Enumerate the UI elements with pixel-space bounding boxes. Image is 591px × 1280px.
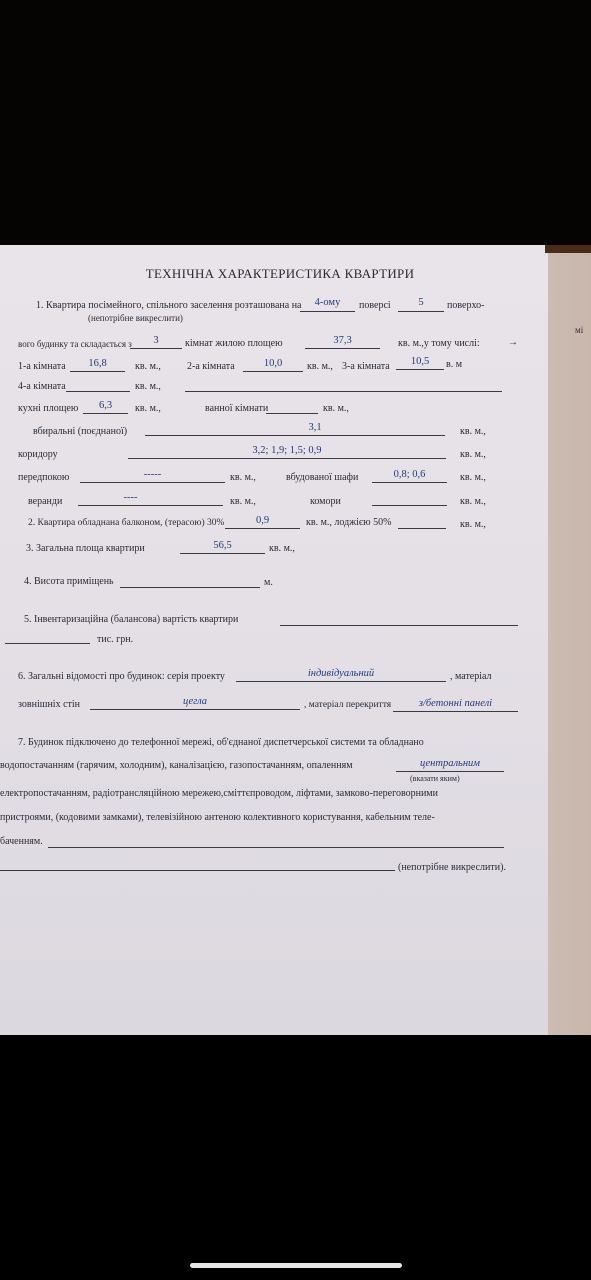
table-edge [545, 245, 591, 253]
s7-line-3: електропостачанням, радіотрансляційною мережею,сміттєпроводом, ліфтами, замково-переговорними [0, 788, 438, 799]
s2-text-b: кв. м., лоджією 50% [306, 517, 392, 528]
kitchen-value: 6,3 [98, 400, 113, 411]
veranda-line [78, 505, 223, 506]
s7-line-5-blank [48, 847, 504, 848]
s2-unit: кв. м., [460, 519, 486, 530]
s2-loggia-line [398, 528, 446, 529]
s7-heating-value: центральним [420, 758, 480, 769]
arrow-mark: → [508, 337, 518, 348]
photo-background-bottom [0, 1035, 591, 1280]
closet-unit: кв. м., [460, 472, 486, 483]
toilet-unit: кв. м., [460, 426, 486, 437]
room3-label: 3-а кімната [342, 361, 390, 372]
storage-line [372, 505, 447, 506]
s4-label: 4. Висота приміщень [24, 576, 114, 587]
s6-text-a: 6. Загальні відомості про будинок: серія проекту [18, 671, 225, 682]
s6-floors-value: з/бетонні панелі [418, 698, 493, 709]
s1-note: (непотрібне викреслити) [88, 313, 183, 323]
s1-text-a: 1. Квартира посімейного, спільного заселення розташована на [36, 300, 302, 311]
room3-value: 10,5 [410, 356, 430, 367]
closet-line [372, 482, 447, 483]
s3-value: 56,5 [213, 540, 232, 551]
s1-text-b: поверсі [359, 300, 391, 311]
room1-line [70, 371, 125, 372]
room2-line [243, 371, 303, 372]
adjacent-page [548, 250, 591, 1035]
room2-value: 10,0 [263, 358, 283, 369]
toilet-value: 3,1 [308, 422, 322, 433]
s6-walls-value: цегла [182, 696, 208, 707]
veranda-label: веранди [28, 496, 63, 507]
s1-living-value: 37,3 [333, 335, 352, 346]
document-title: ТЕХНІЧНА ХАРАКТЕРИСТИКА КВАРТИРИ [145, 266, 415, 281]
kitchen-unit: кв. м., [135, 403, 161, 414]
s7-line-2: водопостачанням (гарячим, холодним), каналізацією, газопостачанням, опаленням [0, 760, 353, 771]
s2-balcony-value: 0,9 [255, 515, 270, 526]
room2-label: 2-а кімната [187, 361, 235, 372]
s7-hint: (вказати яким) [410, 774, 460, 783]
room4-extra-line [185, 391, 502, 392]
room1-label: 1-а кімната [18, 361, 66, 372]
room4-unit: кв. м., [135, 381, 161, 392]
corridor-value: 3,2; 1,9; 1,5; 0,9 [252, 445, 322, 456]
s1-floor-value: 4-ому [314, 297, 341, 308]
veranda-unit: кв. м., [230, 496, 256, 507]
s1-text-rooms: вого будинку та складається з [18, 339, 132, 349]
s4-unit: м. [264, 577, 273, 588]
s1-text-including: кв. м.,у тому числі: [398, 338, 480, 349]
room3-unit: в. м [446, 359, 463, 370]
hall-unit: кв. м., [230, 472, 256, 483]
corridor-label: коридору [18, 449, 58, 460]
hall-value: ----- [143, 469, 162, 480]
s2-balcony-line [225, 528, 300, 529]
closet-label: вбудованої шафи [286, 472, 359, 483]
room4-label: 4-а кімната [18, 381, 66, 392]
s1-living-line [305, 348, 380, 349]
s6-floors-line [393, 711, 518, 712]
s2-text-a: 2. Квартира обладнана балконом, (терасою) 30% [28, 518, 225, 528]
s6-text-c: зовнішніх стін [18, 699, 81, 710]
s7-line-4: пристроями, (кодовими замками), телевізійною антеною колективного користування, кабельним теле- [0, 812, 435, 823]
s6-series-value: індивідуальний [307, 668, 375, 679]
s1-floors-total-value: 5 [418, 297, 424, 308]
s6-series-line [236, 681, 446, 682]
toilet-line [145, 435, 445, 436]
kitchen-label: кухні площею [18, 403, 79, 414]
closet-value: 0,8; 0,6 [393, 469, 426, 480]
storage-unit: кв. м., [460, 496, 486, 507]
s5-unit: тис. грн. [97, 634, 134, 645]
kitchen-line [83, 413, 128, 414]
s6-walls-line [90, 709, 300, 710]
s3-line [180, 553, 265, 554]
toilet-label: вбиральні (поєднаної) [33, 426, 128, 437]
s5-line-2 [5, 643, 90, 644]
room2-unit: кв. м., [307, 361, 333, 372]
s1-text-living: кімнат жилою площею [185, 338, 283, 349]
hall-line [80, 482, 225, 483]
s1-floor-line [300, 311, 355, 312]
room3-line [396, 369, 444, 370]
s5-label: 5. Інвентаризаційна (балансова) вартість квартири [24, 614, 239, 625]
corridor-unit: кв. м., [460, 449, 486, 460]
adjacent-page-text: мі [575, 325, 584, 335]
bath-label: ванної кімнати [205, 403, 269, 414]
s6-text-b: , матеріал [450, 671, 492, 682]
s7-line-1: 7. Будинок підключено до телефонної мережі, об'єднаної диспетчерської системи та обладнано [18, 737, 424, 748]
s1-rooms-line [130, 348, 182, 349]
s1-floors-total-line [398, 311, 444, 312]
corridor-line [128, 458, 446, 459]
bath-line [266, 413, 318, 414]
veranda-value: ---- [123, 492, 138, 503]
hall-label: передпокою [18, 472, 70, 483]
s3-label: 3. Загальна площа квартири [26, 543, 145, 554]
s3-unit: кв. м., [269, 543, 295, 554]
s6-text-d: , матеріал перекриття [304, 700, 392, 710]
s7-note: (непотрібне викреслити). [398, 862, 506, 873]
s4-line [120, 587, 260, 588]
storage-label: комори [310, 496, 341, 507]
s1-rooms-value: 3 [153, 335, 159, 346]
room1-unit: кв. м., [135, 361, 161, 372]
room4-line [66, 391, 130, 392]
s1-text-c: поверхо- [447, 300, 485, 311]
photo-background-top [0, 0, 591, 245]
room1-value: 16,8 [88, 358, 107, 369]
s7-heating-line [396, 771, 504, 772]
s7-line-6-blank [0, 870, 395, 871]
bath-unit: кв. м., [323, 403, 349, 414]
s5-line [280, 625, 518, 626]
home-indicator[interactable] [190, 1263, 402, 1268]
s7-line-5: баченням. [0, 836, 43, 847]
